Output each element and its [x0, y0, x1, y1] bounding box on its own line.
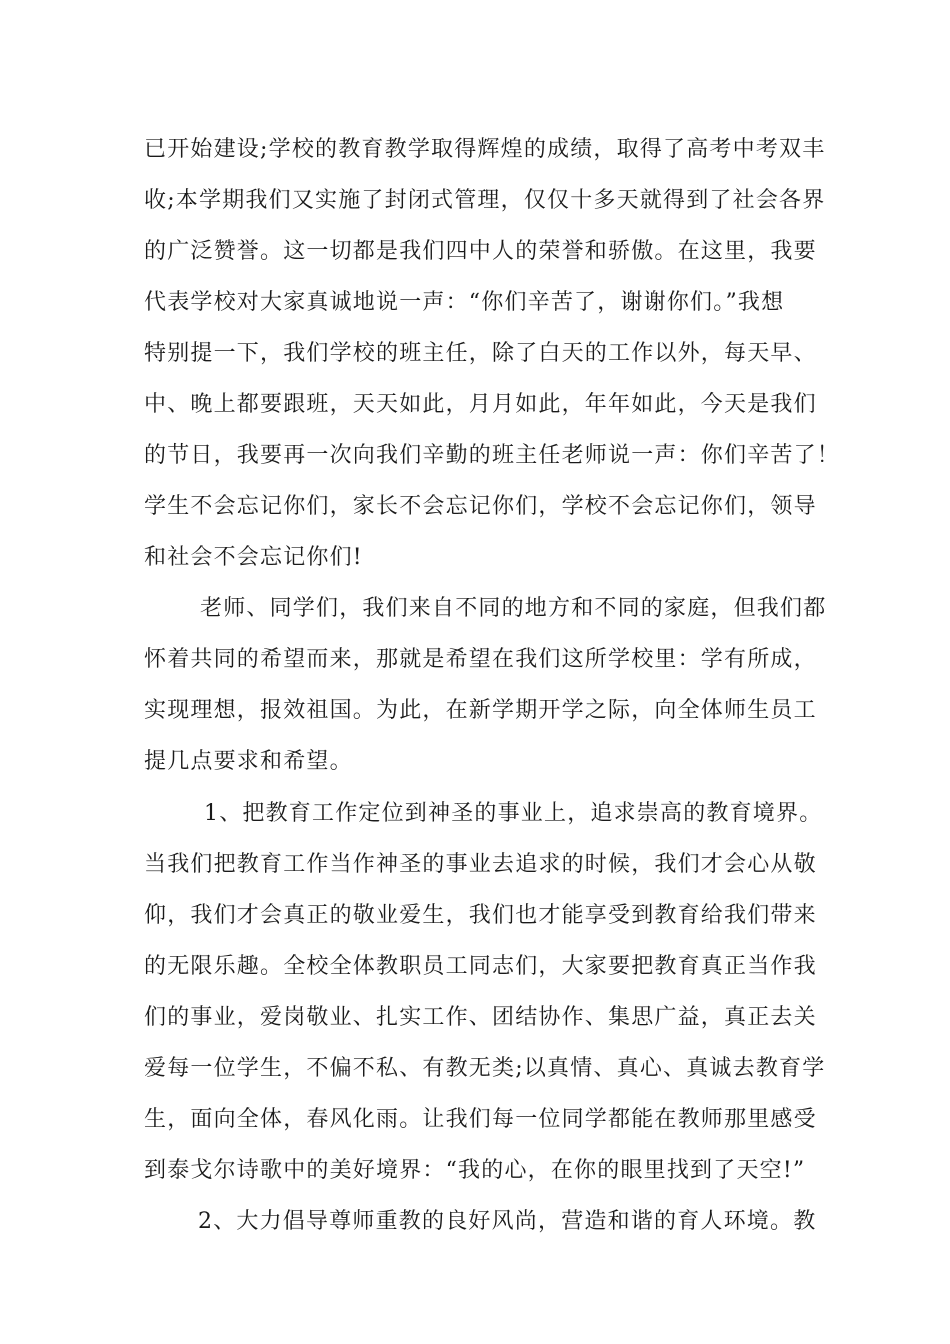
text-line: 爱每一位学生，不偏不私、有教无类;以真情、真心、真诚去教育学	[144, 1056, 826, 1081]
text-line: 学生不会忘记你们，家长不会忘记你们，学校不会忘记你们，领导	[144, 494, 817, 519]
text-line: 到泰戈尔诗歌中的美好境界：“我的心，在你的眼里找到了天空!”	[144, 1158, 806, 1183]
text-line: 怀着共同的希望而来，那就是希望在我们这所学校里：学有所成，	[144, 647, 817, 672]
text-line: 和社会不会忘记你们!	[144, 545, 363, 570]
numbered-point-2: 2、大力倡导尊师重教的良好风尚，营造和谐的育人环境。教	[198, 1209, 817, 1234]
text-line: 仰，我们才会真正的敬业爱生，我们也才能享受到教育给我们带来	[144, 903, 817, 928]
text-line: 提几点要求和希望。	[144, 749, 353, 774]
text-line: 的节日，我要再一次向我们辛勤的班主任老师说一声：你们辛苦了！	[144, 443, 841, 468]
text-line: 收;本学期我们又实施了封闭式管理，仅仅十多天就得到了社会各界	[144, 188, 826, 213]
text-line: 代表学校对大家真诚地说一声：“你们辛苦了，谢谢你们。”我想	[144, 290, 785, 315]
text-line: 生，面向全体，春风化雨。让我们每一位同学都能在教师那里感受	[144, 1107, 817, 1132]
paragraph-start-line: 老师、同学们，我们来自不同的地方和不同的家庭，但我们都	[200, 596, 827, 621]
text-line: 实现理想，报效祖国。为此，在新学期开学之际，向全体师生员工	[144, 698, 817, 723]
text-line: 的无限乐趣。全校全体教职员工同志们，大家要把教育真正当作我	[144, 954, 817, 979]
text-line: 已开始建设;学校的教育教学取得辉煌的成绩，取得了高考中考双丰	[144, 137, 826, 162]
text-line: 特别提一下，我们学校的班主任，除了白天的工作以外，每天早、	[144, 341, 817, 366]
text-line: 的广泛赞誉。这一切都是我们四中人的荣誉和骄傲。在这里，我要	[144, 239, 817, 264]
text-line: 当我们把教育工作当作神圣的事业去追求的时候，我们才会心从敬	[144, 852, 817, 877]
numbered-point-1: 1、把教育工作定位到神圣的事业上，追求崇高的教育境界。	[204, 801, 823, 826]
text-line: 中、晚上都要跟班，天天如此，月月如此，年年如此，今天是我们	[144, 392, 817, 417]
text-line: 们的事业，爱岗敬业、扎实工作、团结协作、集思广益，真正去关	[144, 1005, 817, 1030]
